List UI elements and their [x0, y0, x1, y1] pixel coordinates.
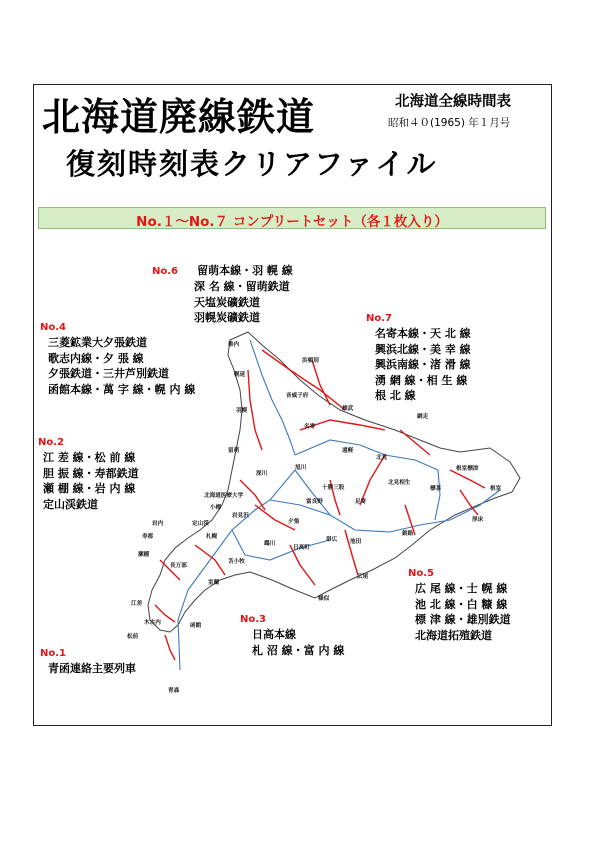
station-nayoro: 名寄 [304, 424, 316, 430]
station-furano: 富良野 [306, 499, 323, 505]
station-sapporo: 札幌 [206, 534, 218, 540]
abandoned-line-tomiuchi [290, 545, 315, 585]
group-no3-line2: 札 沼 線・富 内 線 [252, 643, 345, 657]
abandoned-line-haboro [248, 370, 262, 450]
station-kikonai: 木古内 [144, 620, 161, 626]
group-no7-label: No.7 [366, 313, 392, 324]
group-no4 [40, 322, 195, 397]
group-no4-line1: 三菱鉱業大夕張鉄道 [48, 336, 147, 349]
group-no7-line4: 湧 網 線・相 生 線 [375, 373, 468, 387]
group-no1-line1: 青函連絡主要列車 [48, 662, 136, 675]
group-no5 [408, 568, 511, 643]
station-nemuro: 根室 [490, 486, 502, 492]
abandoned-line-matsumae [165, 635, 175, 660]
abandoned-line-hiroo [345, 530, 358, 575]
station-ikeda: 池田 [350, 539, 362, 545]
station-setana: 瀬棚 [138, 552, 150, 558]
station-nemuro-shibetsu: 根室標津 [456, 466, 479, 472]
current-line-senmo [435, 470, 440, 520]
station-oumu: 雄武 [342, 406, 354, 412]
station-ashoro: 足寄 [355, 499, 367, 505]
station-jozankei: 定山渓 [192, 521, 209, 527]
station-akkeshi-atoko: 厚床 [472, 517, 484, 523]
station-tokachi-mitsumata: 十勝三股 [322, 485, 345, 491]
station-samani: 様似 [318, 596, 330, 602]
group-no4-line4: 函館本線・萬 字 線・幌 内 線 [48, 382, 196, 396]
group-no2-label: No.2 [38, 437, 64, 448]
product-title: 復刻時刻表クリアファイル [66, 147, 438, 181]
station-haboro: 羽幌 [236, 408, 248, 414]
group-no6-line4: 羽幌炭礦鉄道 [194, 311, 260, 324]
station-abashiri: 網走 [417, 414, 429, 420]
station-hidaka: 日高町 [293, 545, 310, 551]
station-otoineppu: 音威子府 [286, 393, 309, 399]
group-no7-line3: 興浜南線・渚 滑 線 [375, 358, 471, 371]
station-oshamanbe: 長万部 [170, 563, 187, 569]
abandoned-line-sassho [240, 480, 265, 510]
abandoned-line-kohin [312, 360, 330, 405]
group-no2-line3: 瀬 棚 線・岩 内 線 [43, 482, 136, 495]
station-fukagawa: 深川 [256, 471, 268, 477]
group-no2-line1: 江 差 線・松 前 線 [43, 451, 136, 464]
station-kitami-aioi: 北見相生 [388, 480, 411, 486]
station-asahikawa: 旭川 [295, 465, 307, 471]
group-no2-line4: 定山渓鉄道 [43, 497, 98, 511]
station-matsumae: 松前 [127, 634, 139, 640]
station-iwamizawa: 岩見沢 [232, 513, 249, 519]
station-hamatonbetsu: 浜頓別 [302, 358, 319, 364]
station-iryodai: 北海道医療大学 [204, 493, 244, 499]
group-no1-label: No.1 [40, 648, 66, 659]
station-esashi: 江差 [131, 601, 143, 607]
group-no4-line3: 夕張鉄道・三井芦別鉄道 [48, 367, 169, 380]
group-no5-line2: 池 北 線・白 糠 線 [415, 597, 508, 611]
group-no5-line4: 北海道拓殖鉄道 [415, 628, 492, 642]
abandoned-line-chihoku [360, 455, 385, 505]
station-kitami: 北見 [376, 455, 388, 461]
station-hakodate: 函館 [190, 623, 202, 629]
station-wakkanai: 稚内 [228, 342, 240, 348]
banner-text: No.１〜No.７ コンプリートセット（各１枚入り） [136, 214, 448, 230]
group-no2 [38, 437, 139, 512]
group-no4-line2: 歌志内線・夕 張 線 [48, 351, 144, 365]
station-yubari: 夕張 [288, 519, 300, 525]
station-suttsu: 寿都 [142, 534, 154, 540]
station-engaru: 遠軽 [342, 448, 354, 454]
group-no6 [152, 259, 293, 326]
station-muroran: 室蘭 [208, 580, 220, 586]
station-hiroo: 広尾 [357, 574, 369, 580]
group-no5-line1: 広 尾 線・士 幌 線 [415, 582, 508, 595]
station-kushiro: 釧路 [402, 531, 414, 537]
station-mukawa: 鵡川 [264, 541, 276, 547]
station-horonobe: 幌延 [234, 372, 246, 378]
timetable-subtitle: 北海道全線時間表 [395, 94, 511, 110]
group-no7-line5: 根 北 線 [375, 389, 416, 402]
group-no6-line1: 留萌本線・羽 幌 線 [197, 264, 293, 277]
group-no3-line1: 日高本線 [252, 628, 296, 641]
group-no6-line2: 深 名 線・留萌鉄道 [194, 280, 290, 293]
station-shibecha: 標茶 [430, 486, 442, 492]
abandoned-line-shibetsu [450, 470, 485, 488]
station-otaru: 小樽 [210, 505, 222, 511]
station-iwanai: 岩内 [152, 521, 164, 527]
page-title: 北海道廃線鉄道 [42, 94, 316, 139]
current-line-muroran [232, 530, 330, 560]
group-no5-label: No.5 [408, 568, 434, 579]
station-aomori: 青森 [168, 688, 180, 694]
group-no6-line3: 天塩炭礦鉄道 [194, 295, 260, 309]
group-no4-label: No.4 [40, 322, 66, 333]
group-no3-label: No.3 [240, 614, 266, 625]
group-no7 [366, 313, 471, 404]
abandoned-line-yubari [255, 505, 295, 530]
station-tomakomai: 苫小牧 [228, 559, 245, 565]
group-no7-line1: 名寄本線・天 北 線 [375, 327, 471, 340]
group-no5-line3: 標 津 線・雄別鉄道 [415, 613, 511, 626]
group-no7-line2: 興浜北線・美 幸 線 [375, 342, 471, 356]
group-no2-line2: 胆 振 線・寿都鉄道 [43, 466, 139, 480]
edition-date: 昭和４０(1965) 年１月号 [388, 117, 511, 129]
group-no3 [240, 614, 344, 658]
group-no1 [40, 648, 136, 677]
station-obihiro: 帯広 [326, 537, 338, 543]
station-rumoi: 留萌 [228, 448, 240, 454]
group-no6-label: No.6 [152, 266, 178, 277]
